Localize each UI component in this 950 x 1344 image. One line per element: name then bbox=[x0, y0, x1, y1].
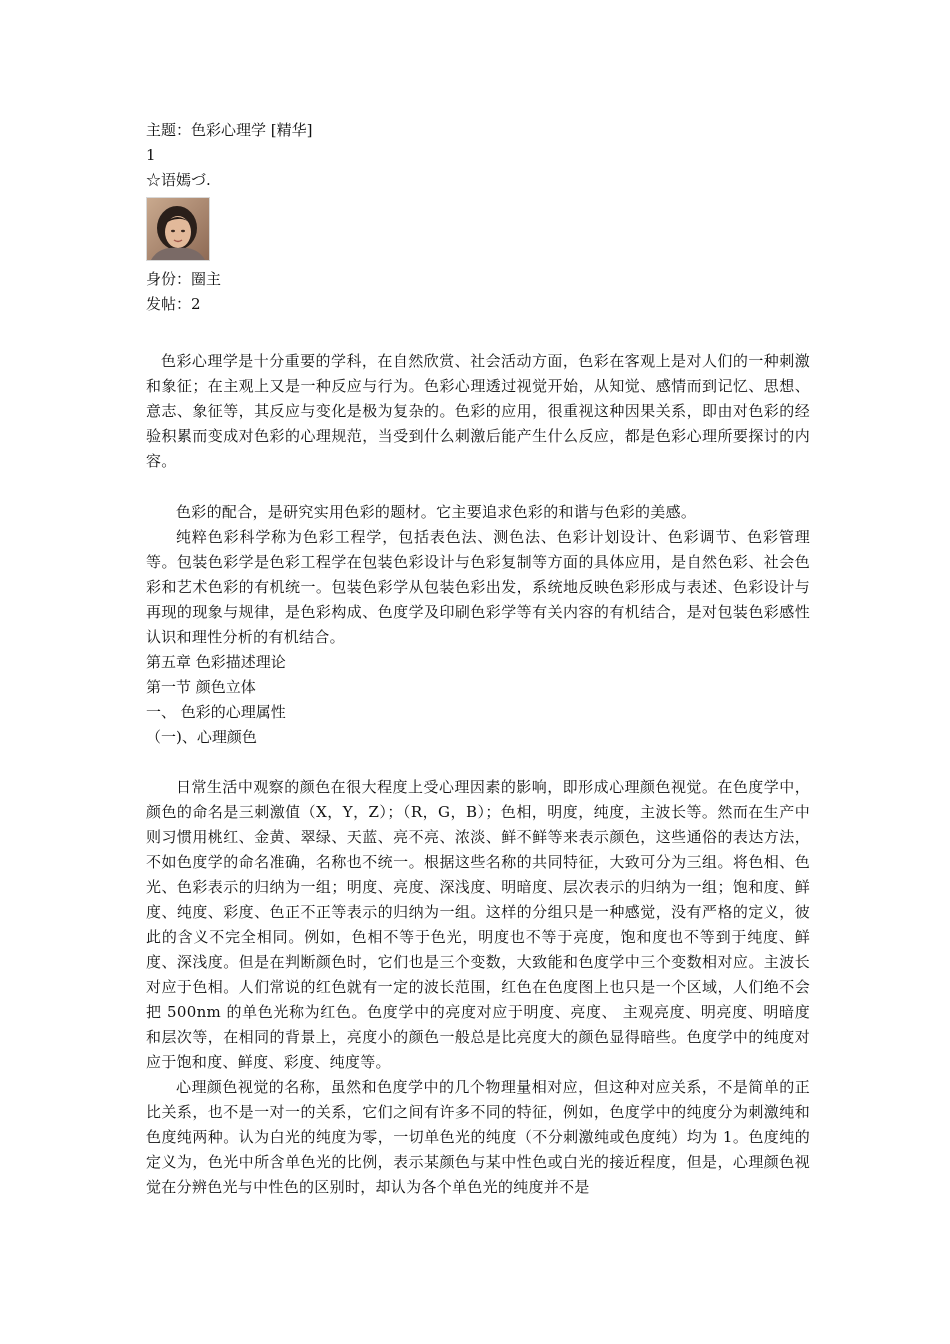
avatar-image bbox=[147, 198, 209, 260]
section-heading: 第一节 颜色立体 bbox=[146, 678, 256, 696]
floor-number: 1 bbox=[146, 146, 156, 164]
paragraph-intro: 色彩心理学是十分重要的学科，在自然欣赏、社会活动方面，色彩在客观上是对人们的一种刺激和象征；在主观上又是一种反应与行为。色彩心理透过视觉开始，从知觉、感情而到记忆、思想、意志、象征等，其反应与变化是极为复杂的。色彩的应用，很重视这种因果关系，即由对色彩的经验积累而变成对色彩的心理规范，当受到什么刺激后能产生什么反应，都是色彩心理所要探讨的内容。 bbox=[146, 352, 810, 470]
author-post-count: 发帖：2 bbox=[146, 295, 201, 313]
document-page bbox=[146, 118, 810, 1200]
subsubsection-heading: （一)、心理颜色 bbox=[146, 728, 257, 746]
paragraph-color-engineering: 纯粹色彩科学称为色彩工程学，包括表色法、测色法、色彩计划设计、色彩调节、色彩管理等。包装色彩学是色彩工程学在包装色彩设计与色彩复制等方面的具体应用，是自然色彩、社会色彩和艺术色彩的有机统一。包装色彩学从包装色彩出发，系统地反映色彩形成与表述、色彩设计与再现的现象与规律，是色彩构成、色度学及印刷色彩学等有关内容的有机结合，是对包装色彩感性认识和理性分析的有机结合。 bbox=[146, 528, 810, 646]
author-identity: 身份：圈主 bbox=[146, 270, 222, 288]
paragraph-psych-color: 日常生活中观察的颜色在很大程度上受心理因素的影响，即形成心理颜色视觉。在色度学中，颜色的命名是三刺激值（X，Y，Z）；（R，G，B）；色相，明度，纯度，主波长等。然而在生产中则习惯用桃红、金黄、翠绿、天蓝、亮不亮、浓淡、鲜不鲜等来表示颜色，这些通俗的表达方法，不如色度学的命名准确，名称也不统一。根据这些名称的共同特征，大致可分为三组。将色相、色光、色彩表示的归纳为一组；明度、亮度、深浅度、明暗度、层次表示的归纳为一组；饱和度、鲜度、纯度、彩度、色正不正等表示的归纳为一组。这样的分组只是一种感觉，没有严格的定义，彼此的含义不完全相同。例如，色相不等于色光，明度也不等于亮度，饱和度也不等到于纯度、鲜度、深浅度。但是在判断颜色时，它们也是三个变数，大致能和色度学中三个变数相对应。主波长对应于色相。人们常说的红色就有一定的波长范围，红色在色度图上也只是一个区域，人们绝不会把 500nm 的单色光称为红色。色度学中的亮度对应于明度、亮度、 主观亮度、明亮度、明暗度和层次等，在相同的背景上，亮度小的颜色一般总是比亮度大的颜色显得暗些。色度学中的纯度对应于饱和度、鲜度、彩度、纯度等。 bbox=[146, 778, 810, 1071]
chapter-heading: 第五章 色彩描述理论 bbox=[146, 653, 286, 671]
post-subject: 主题：色彩心理学 [精华] bbox=[146, 121, 313, 139]
avatar[interactable] bbox=[146, 197, 210, 261]
subsection-heading: 一、 色彩的心理属性 bbox=[146, 703, 286, 721]
paragraph-harmony: 色彩的配合，是研究实用色彩的题材。它主要追求色彩的和谐与色彩的美感。 bbox=[176, 503, 697, 521]
paragraph-psych-vision: 心理颜色视觉的名称，虽然和色度学中的几个物理量相对应，但这种对应关系，不是简单的正比关系，也不是一对一的关系，它们之间有许多不同的特征，例如，色度学中的纯度分为刺激纯和色度纯两种。认为白光的纯度为零，一切单色光的纯度（不分刺激纯或色度纯）均为 1。色度纯的定义为，色光中所含单色光的比例，表示某颜色与某中性色或白光的接近程度，但是，心理颜色视觉在分辨色光与中性色的区别时，却认为各个单色光的纯度并不是 bbox=[146, 1078, 810, 1196]
author-name[interactable]: ☆语嫣づ. bbox=[146, 171, 211, 189]
